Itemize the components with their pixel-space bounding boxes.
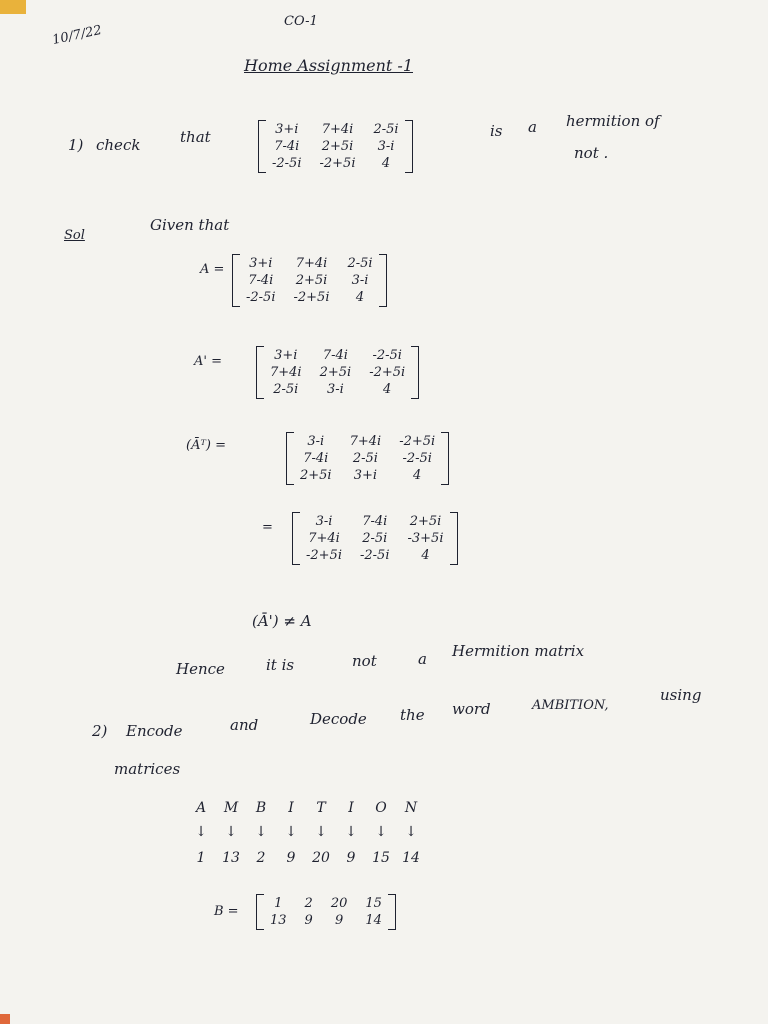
down-arrow-icon: ↓ — [375, 824, 387, 840]
matrix-result-cell: -3+5i — [407, 531, 444, 546]
matrix-result-cell: 7-4i — [362, 514, 388, 529]
letter: N — [404, 800, 418, 816]
letter: I — [288, 800, 294, 816]
matrix-a-prime-cell: 7+4i — [270, 365, 302, 380]
q2-number: 2) — [92, 722, 108, 740]
down-arrow-icon: ↓ — [195, 824, 207, 840]
matrix-b-cell: 14 — [365, 913, 382, 928]
matrix-a-bar-transpose-cell: -2+5i — [399, 434, 436, 449]
letter: O — [375, 800, 387, 816]
matrix-result-cell: -2+5i — [306, 548, 342, 563]
letter-number: 15 — [372, 850, 390, 866]
matrix-b-cell: 1 — [274, 896, 283, 911]
word-it-is: it is — [266, 656, 295, 674]
matrix-a-cell: 3+i — [249, 256, 273, 271]
q2-word-ambition: AMBITION, — [532, 698, 609, 713]
matrix-a-bar-transpose-cell: 4 — [413, 468, 422, 483]
date: 10/7/22 — [50, 22, 104, 49]
matrix-result-cell: 7+4i — [308, 531, 340, 546]
page-title: Home Assignment -1 — [244, 56, 413, 75]
page-corner-mark — [0, 0, 26, 14]
letter: A — [195, 800, 207, 816]
matrix-a-prime-cell: 3+i — [274, 348, 298, 363]
matrix-a-prime-cell: 2-5i — [273, 382, 299, 397]
down-arrow-icon: ↓ — [255, 824, 267, 840]
course-code: CO-1 — [284, 14, 318, 29]
given-that: Given that — [150, 216, 230, 234]
matrix-a-cell: 7+4i — [295, 256, 328, 271]
sol-label: Sol — [64, 228, 85, 243]
page-corner-mark-bottom — [0, 1014, 10, 1024]
q2-word-word: word — [452, 700, 491, 718]
matrix-result-cell: 2+5i — [409, 514, 442, 529]
letter: T — [316, 800, 326, 816]
matrix-a-prime-cell: 4 — [383, 382, 392, 397]
letter-number: 13 — [222, 850, 240, 866]
letter: M — [223, 800, 239, 816]
arrows-row — [186, 824, 426, 840]
letter-number: 9 — [346, 850, 356, 866]
matrix-b-cell: 9 — [334, 913, 344, 928]
down-arrow-icon: ↓ — [345, 824, 357, 840]
letter-number: 14 — [402, 850, 420, 866]
down-arrow-icon: ↓ — [405, 824, 417, 840]
matrix-a-prime-cell: 2+5i — [319, 365, 352, 380]
label-a-bar-transpose: (Āᵀ) = — [186, 438, 227, 453]
matrix-a-bar-transpose-cell: 7+4i — [349, 434, 382, 449]
q1-word-hermition-of: hermition of — [566, 112, 660, 130]
letter-number: 2 — [256, 850, 266, 866]
letter-numbers-row — [186, 850, 426, 866]
question-matrix-cell: 3+i — [275, 122, 299, 137]
q1-word-a: a — [528, 118, 537, 136]
matrix-result-cell: 2-5i — [362, 531, 388, 546]
question-matrix — [258, 120, 413, 173]
matrix-a-prime-cell: -2+5i — [369, 365, 406, 380]
matrix-b-cell: 15 — [365, 896, 382, 911]
label-a: A = — [200, 262, 225, 277]
label-a-prime: A' = — [194, 354, 222, 369]
question-matrix-cell: 4 — [381, 156, 391, 171]
matrix-b-cell: 20 — [330, 896, 348, 911]
matrix-a-prime — [256, 346, 419, 399]
matrix-a-bar-transpose-cell: 3+i — [353, 468, 378, 483]
matrix-a-prime-cell: 3-i — [326, 382, 344, 397]
matrix-a-cell: -2-5i — [246, 290, 276, 305]
matrix-a-cell: 2+5i — [295, 273, 328, 288]
matrix-a-cell: -2+5i — [293, 290, 330, 305]
matrix-a-prime-cell: -2-5i — [372, 348, 402, 363]
word-not: not — [352, 652, 377, 670]
q2-word-using: using — [660, 686, 702, 704]
down-arrow-icon: ↓ — [225, 824, 237, 840]
matrix-b — [256, 894, 396, 930]
label-b: B = — [214, 904, 239, 919]
q2-word-and: and — [230, 716, 259, 734]
matrix-b-cell: 2 — [304, 896, 313, 911]
not-equal-statement: (Ā') ≠ A — [252, 612, 312, 630]
letter: I — [348, 800, 354, 816]
matrix-a-bar-transpose-cell: 2-5i — [352, 451, 378, 466]
matrix-a-bar-transpose-cell: -2-5i — [402, 451, 432, 466]
q1-number: 1) — [68, 136, 84, 154]
question-matrix-cell: 3-i — [377, 139, 395, 154]
matrix-b-cell: 13 — [270, 913, 287, 928]
word-a: a — [418, 650, 427, 668]
matrix-result-cell: 3-i — [315, 514, 333, 529]
word-hermition-matrix: Hermition matrix — [452, 642, 585, 660]
question-matrix-cell: 7+4i — [321, 122, 354, 137]
letter-number: 9 — [286, 850, 296, 866]
q2-word-the: the — [400, 706, 425, 724]
matrix-a-cell: 3-i — [351, 273, 369, 288]
q1-word-is: is — [490, 122, 503, 140]
matrix-a-cell: 7-4i — [248, 273, 274, 288]
matrix-a-bar-transpose-cell: 2+5i — [300, 468, 332, 483]
down-arrow-icon: ↓ — [315, 824, 327, 840]
question-matrix-cell: -2+5i — [319, 156, 356, 171]
label-equals: = — [262, 520, 273, 535]
matrix-b-cell: 9 — [304, 913, 313, 928]
letter-number: 1 — [196, 850, 206, 866]
q2-word-decode: Decode — [310, 710, 367, 728]
q1-word-check: check — [96, 136, 141, 154]
q1-word-not: not . — [574, 144, 609, 162]
matrix-a-cell: 2-5i — [347, 256, 373, 271]
q2-word-encode: Encode — [126, 722, 183, 740]
word-letters-row — [186, 800, 426, 816]
letter: B — [255, 800, 267, 816]
matrix-result-cell: -2-5i — [360, 548, 390, 563]
matrix-a — [232, 254, 387, 307]
matrix-a-bar-transpose-cell: 3-i — [307, 434, 325, 449]
q2-word-matrices: matrices — [114, 760, 181, 778]
matrix-a-bar-transpose-cell: 7-4i — [303, 451, 329, 466]
matrix-a-prime-cell: 7-4i — [322, 348, 348, 363]
question-matrix-cell: 2+5i — [321, 139, 354, 154]
matrix-result-cell: 4 — [421, 548, 430, 563]
question-matrix-cell: 2-5i — [373, 122, 399, 137]
question-matrix-cell: 7-4i — [274, 139, 300, 154]
letter-number: 20 — [312, 850, 330, 866]
word-hence: Hence — [176, 660, 225, 678]
q1-word-that: that — [180, 128, 211, 146]
matrix-result — [292, 512, 458, 565]
down-arrow-icon: ↓ — [285, 824, 297, 840]
question-matrix-cell: -2-5i — [272, 156, 302, 171]
matrix-a-cell: 4 — [355, 290, 365, 305]
matrix-a-bar-transpose — [286, 432, 449, 485]
